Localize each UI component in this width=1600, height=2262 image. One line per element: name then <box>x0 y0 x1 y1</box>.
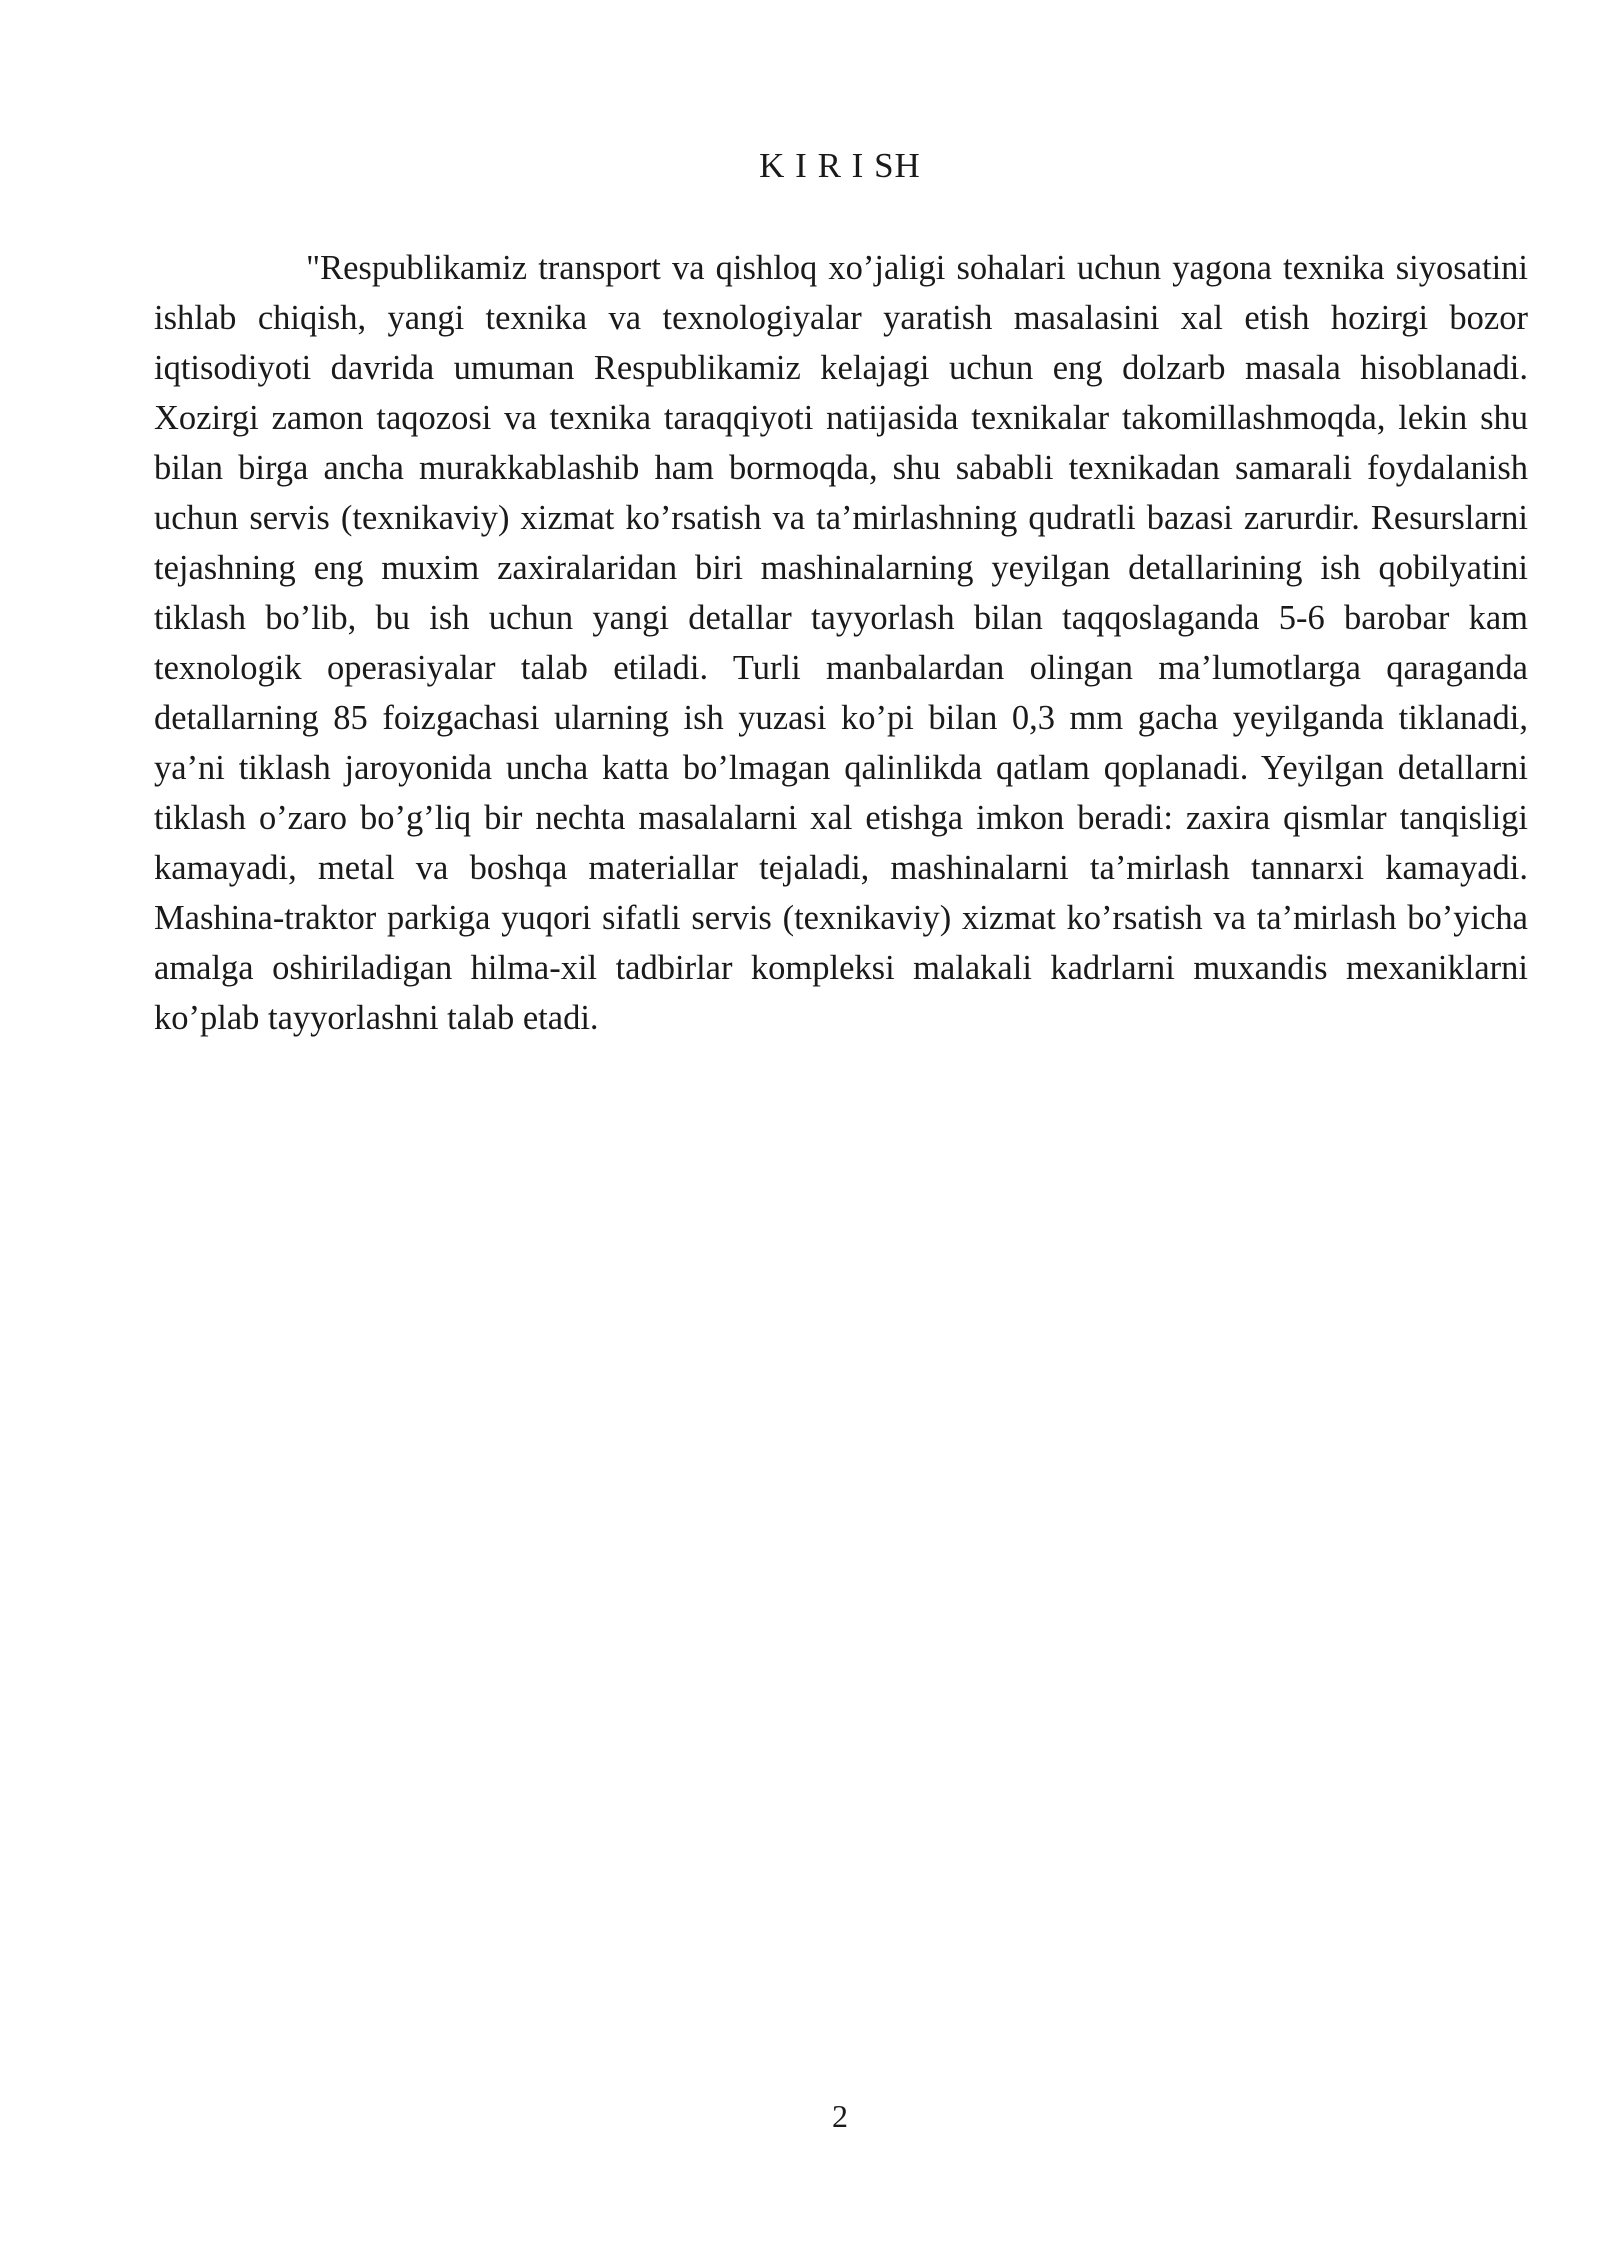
body-paragraph: "Respublikamiz transport va qishloq xo’jaligi sohalari uchun yagona texnika siyosatini ishlab chiqish, yangi texnika va texnologiyalar yaratish masalasini xal etish hozirgi bozor iqtisodiyoti davrida umuman Respublikamiz kelajagi uchun eng dolzarb masala hisoblanadi. Xozirgi zamon taqozosi va texnika taraqqiyoti natijasida texnikalar takomillashmoqda, lekin shu bilan birga ancha murakkablashib ham bormoqda, shu sababli texnikadan samarali foydalanish uchun servis (texnikaviy) xizmat ko’rsatish va ta’mirlashning qudratli bazasi zarurdir. Resurslarni tejashning eng muxim zaxiralaridan biri mashinalarning yeyilgan detallarining ish qobilyatini tiklash bo’lib, bu ish uchun yangi detallar tayyorlash bilan taqqoslaganda 5-6 barobar kam texnologik operasiyalar talab etiladi. Turli manbalardan olingan ma’lumotlarga qaraganda detallarning 85 foizgachasi ularning ish yuzasi ko’pi bilan 0,3 mm gacha yeyilganda tiklanadi, ya’ni tiklash jaroyonida uncha katta bo’lmagan qalinlikda qatlam qoplanadi. Yeyilgan detallarni tiklash o’zaro bo’g’liq bir nechta masalalarni xal etishga imkon beradi: zaxira qismlar tanqisligi kamayadi, metal va boshqa materiallar tejaladi, mashinalarni ta’mirlash tannarxi kamayadi. Mashina-traktor parkiga yuqori sifatli servis (texnikaviy) xizmat ko’rsatish va ta’mirlash bo’yicha amalga oshiriladigan hilma-xil tadbirlar kompleksi malakali kadrlarni muxandis mexaniklarni ko’plab tayyorlashni talab etadi. <box>154 249 1528 1037</box>
page-number: 2 <box>832 2098 848 2134</box>
section-heading: K I R I SH <box>759 146 921 185</box>
